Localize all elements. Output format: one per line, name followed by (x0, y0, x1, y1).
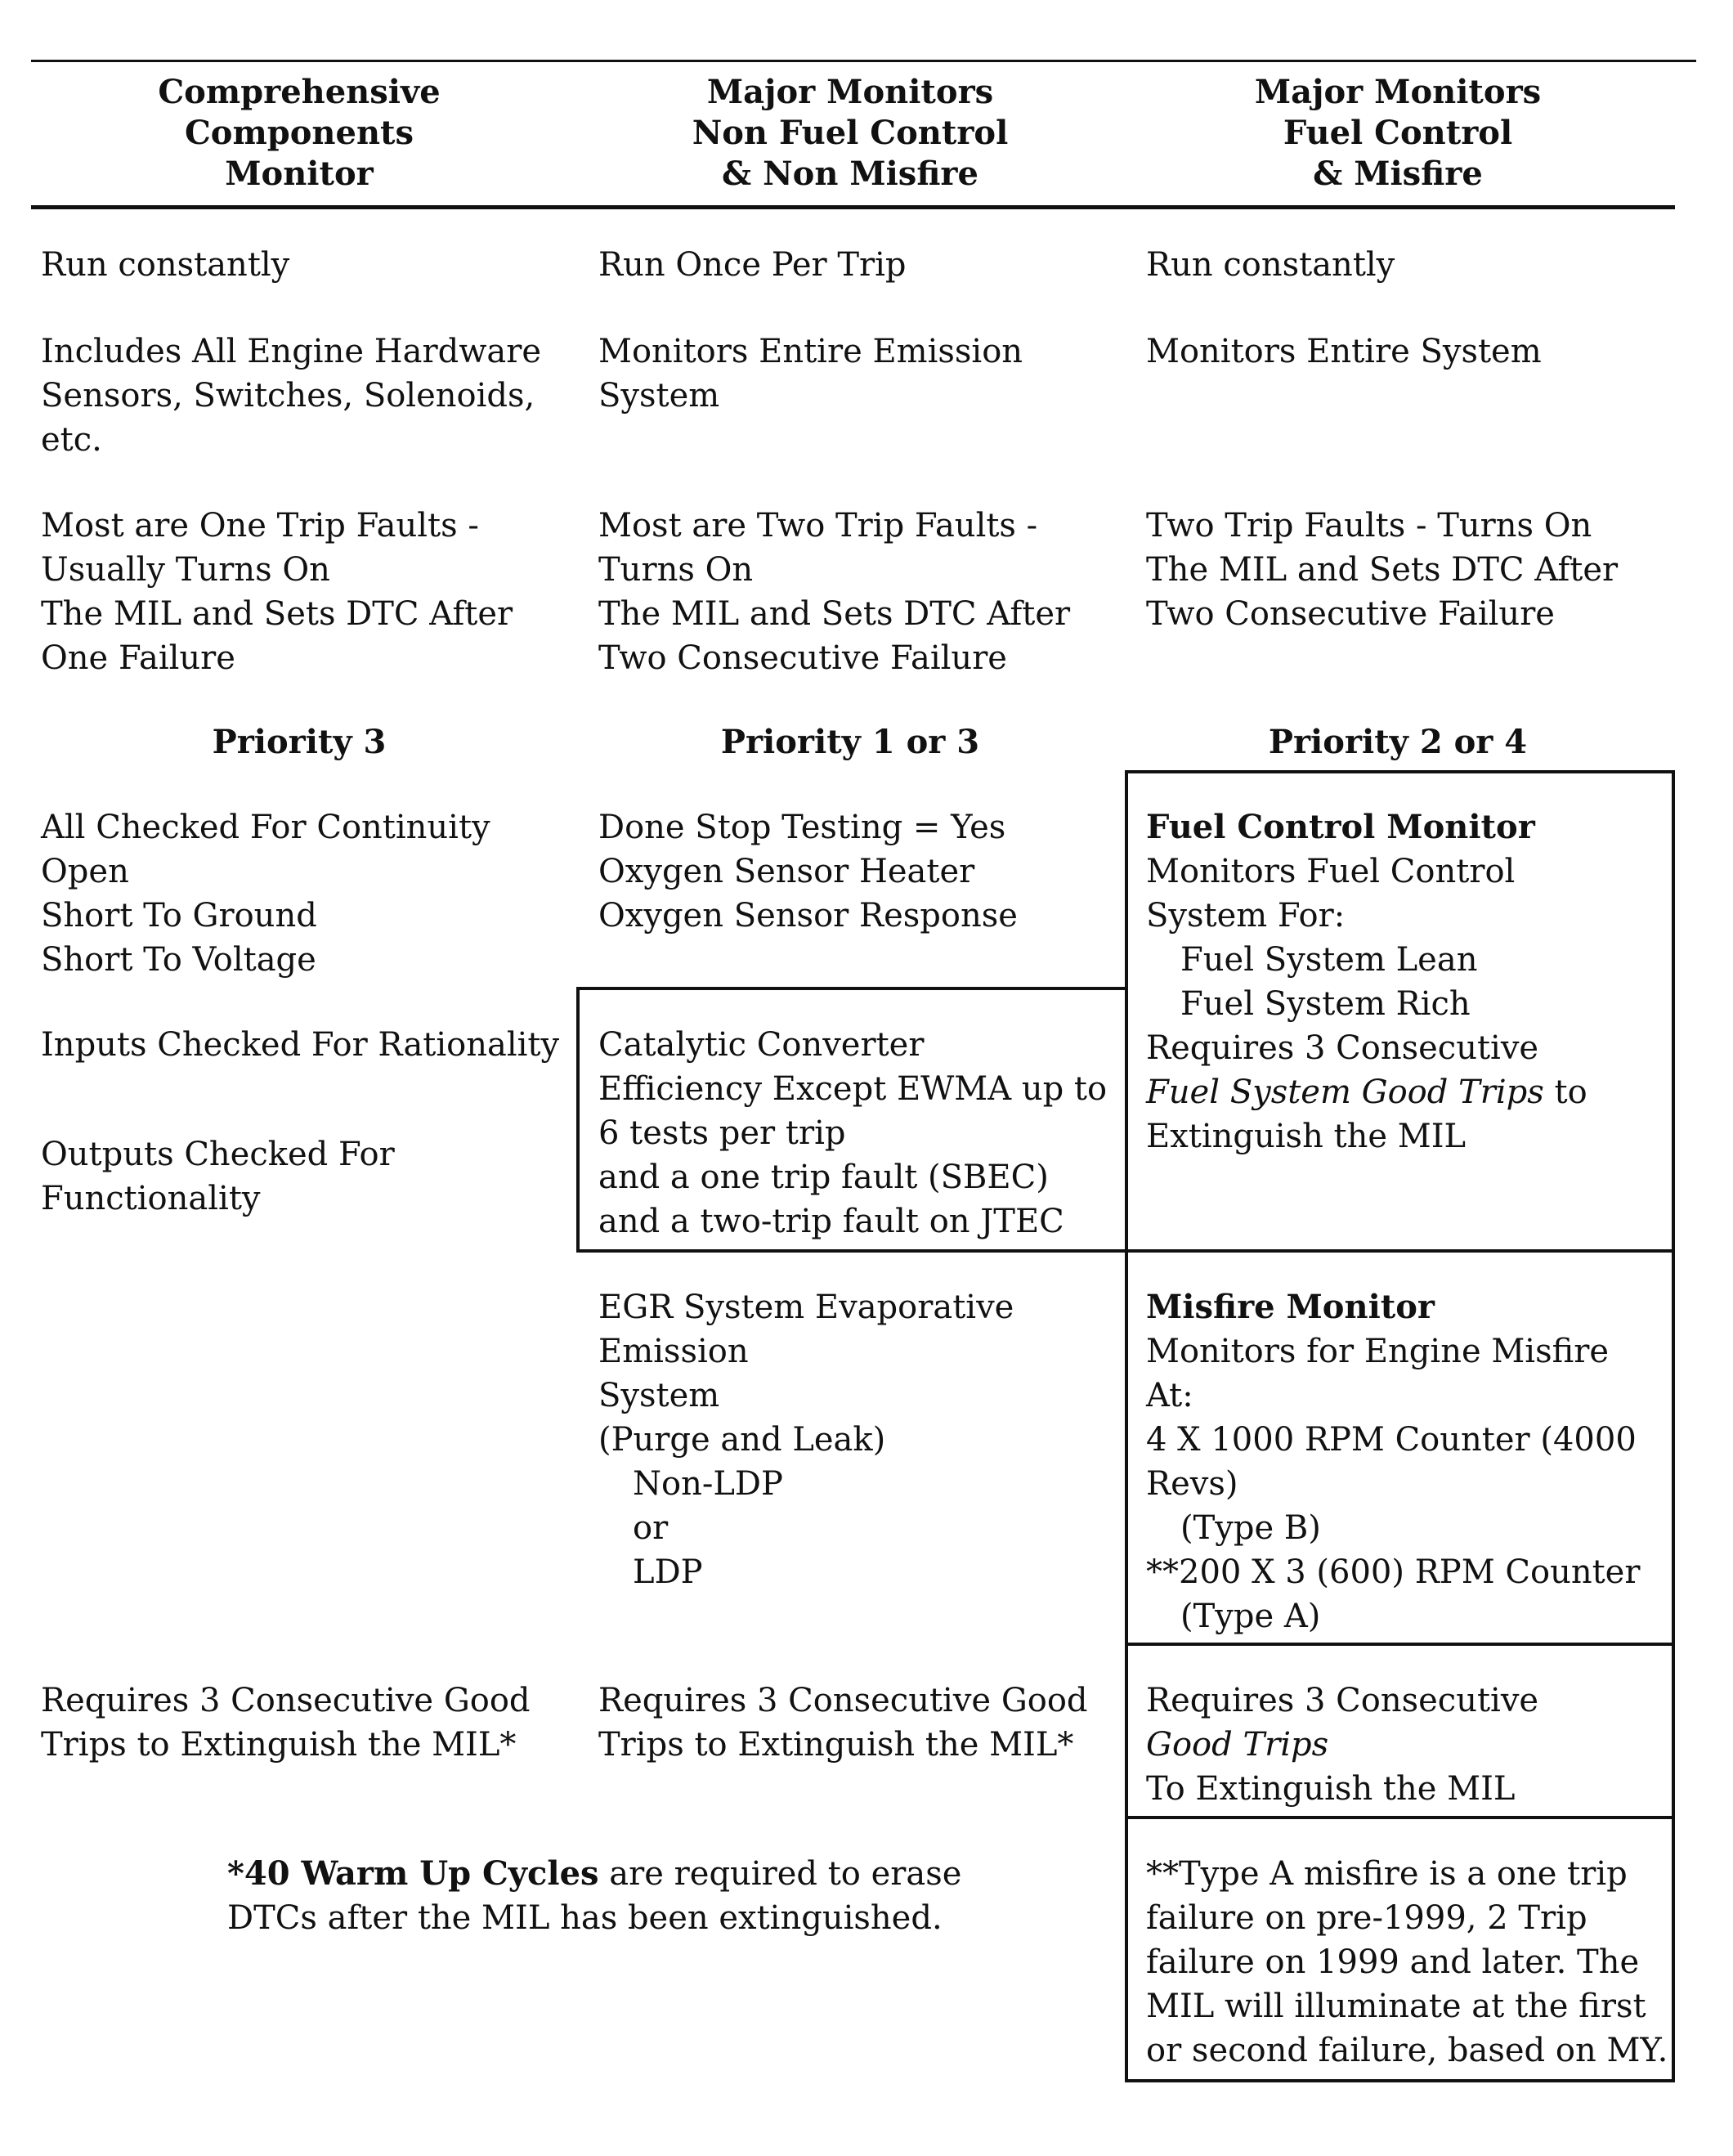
scope-col1: Includes All Engine Hardware Sensors, Switches, Solenoids, etc. (41, 333, 542, 459)
ccm-functionality-check: Outputs Checked For Functionality (41, 1136, 395, 1217)
col3-box-right (1672, 770, 1675, 2082)
run-col2: Run Once Per Trip (598, 246, 907, 284)
run-col1: Run constantly (41, 246, 290, 284)
scope-col2: Monitors Entire Emission System (598, 333, 1023, 415)
type-a-misfire-note: **Type A misfire is a one trip failure on pre-1999, 2 Trip failure on 1999 and later. The MIL will illuminate at the first or second failure, based on MY. (1146, 1855, 1668, 2069)
catalyst-box-left (576, 987, 580, 1253)
fuel-box-top (1125, 770, 1675, 773)
warm-up-footnote: *40 Warm Up Cycles are required to erase DTCs after the MIL has been extinguished. (227, 1854, 962, 1937)
priority-col3: Priority 2 or 4 (1268, 723, 1528, 761)
catalyst-monitor: Catalytic Converter Efficiency Except EWMA up to 6 tests per trip and a one trip fault (SBEC) and a two-trip fault on JTEC (598, 1026, 1108, 1240)
catalyst-box-top (576, 987, 1128, 990)
misfire-box-top (1125, 1249, 1675, 1253)
extinguish-col1: Requires 3 Consecutive Good Trips to Extinguish the MIL* (41, 1682, 531, 1764)
scope-col3: Monitors Entire System (1146, 333, 1542, 370)
ccm-rationality-check: Inputs Checked For Rationality (41, 1026, 560, 1064)
misfire-monitor: Misfire Monitor Monitors for Engine Misfire At: 4 X 1000 RPM Counter (4000 Revs) (Type B) **200 X 3 (600) RPM Counter (Type A) (1146, 1285, 1640, 1638)
faults-col1: Most are One Trip Faults - Usually Turns On The MIL and Sets DTC After One Failure (41, 507, 513, 677)
run-col3: Run constantly (1146, 246, 1395, 284)
header-major-non-fuel: Major Monitors Non Fuel Control & Non Misfire (692, 73, 1009, 193)
fuel-control-monitor: Fuel Control Monitor Monitors Fuel Control System For: Fuel System Lean Fuel System Rich Requires 3 Consecutive Fuel System Good Trips to Extinguish the MIL (1146, 805, 1587, 1159)
faults-col3: Two Trip Faults - Turns On The MIL and Sets DTC After Two Consecutive Failure (1146, 507, 1619, 633)
extinguish-box-top (1125, 1643, 1675, 1646)
top-rule (31, 60, 1696, 62)
priority-col1: Priority 3 (212, 723, 387, 761)
col3-box-left (1125, 770, 1128, 2082)
header-comprehensive-components: Comprehensive Components Monitor (158, 73, 441, 193)
misfire-title: Misfire Monitor (1146, 1288, 1435, 1326)
col3-box-bottom (1125, 2079, 1675, 2082)
faults-col2: Most are Two Trip Faults - Turns On The MIL and Sets DTC After Two Consecutive Failure (598, 507, 1071, 677)
fuel-control-title: Fuel Control Monitor (1146, 808, 1535, 846)
header-rule (31, 205, 1675, 209)
egr-evap-monitor: EGR System Evaporative Emission System (Purge and Leak) Non-LDP or LDP (598, 1289, 1014, 1591)
ccm-continuity-checks: All Checked For Continuity Open Short To Ground Short To Voltage (41, 809, 490, 979)
header-major-fuel-misfire: Major Monitors Fuel Control & Misfire (1254, 73, 1542, 193)
extinguish-col2: Requires 3 Consecutive Good Trips to Extinguish the MIL* (598, 1682, 1088, 1764)
note-box-top (1125, 1816, 1675, 1819)
oxygen-sensor-monitors: Done Stop Testing = Yes Oxygen Sensor Heater Oxygen Sensor Response (598, 809, 1018, 935)
priority-col2: Priority 1 or 3 (720, 723, 980, 761)
extinguish-col3: Requires 3 Consecutive Good Trips To Extinguish the MIL (1146, 1682, 1539, 1808)
catalyst-box-bottom (576, 1249, 1128, 1253)
